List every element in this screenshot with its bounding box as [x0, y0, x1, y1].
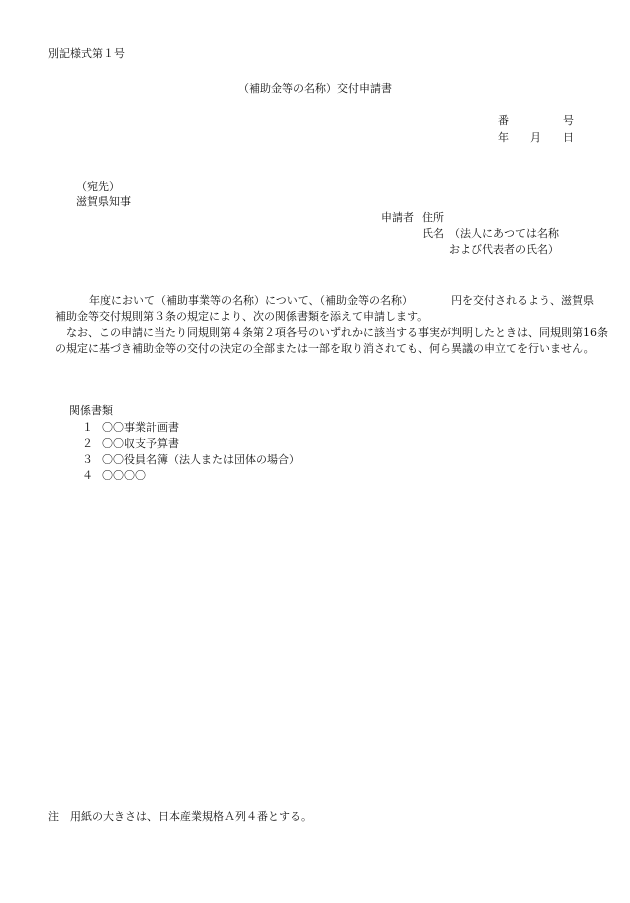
item-label: 〇〇収支予算書 — [102, 437, 179, 450]
item-number: ２ — [82, 437, 93, 450]
addressee-label: （宛先） — [76, 180, 120, 193]
declaration-paragraph — [55, 325, 608, 357]
document-number-go-label: 号 — [563, 114, 574, 127]
item-label: 〇〇事業計画書 — [102, 421, 179, 434]
applicant-name-note: （法人にあつては名称 — [449, 227, 559, 240]
applicant-address-label: 住所 — [422, 211, 444, 224]
related-document-item — [82, 453, 300, 466]
item-number: ４ — [82, 469, 93, 482]
application-paragraph-line: 補助金等交付規則第３条の規定により、次の関係書類を添えて申請します。 — [55, 310, 429, 323]
application-text-part: 円を交付されるよう、滋賀県 — [451, 294, 595, 307]
addressee-name: 滋賀県知事 — [76, 195, 131, 208]
document-title: （補助金等の名称）交付申請書 — [238, 82, 392, 95]
related-document-item — [82, 437, 179, 450]
date-month-label: 月 — [530, 131, 541, 144]
applicant-name-note-continued: および代表者の氏名） — [449, 243, 559, 256]
form-number: 別記様式第１号 — [48, 47, 125, 60]
related-documents-heading: 関係書類 — [69, 404, 113, 417]
item-label: 〇〇〇〇 — [102, 469, 146, 482]
item-number: １ — [82, 421, 93, 434]
declaration-paragraph-line: の規定に基づき補助金等の交付の決定の全部または一部を取り消されても、何ら異議の申立てを行いません。 — [55, 342, 595, 355]
declaration-paragraph-line: なお、この申請に当たり同規則第４条第２項各号のいずれかに該当する事実が判明したときは、同規則第16条 — [66, 326, 608, 339]
footnote: 注 用紙の大きさは、日本産業規格Ａ列４番とする。 — [48, 810, 312, 823]
item-number: ３ — [82, 453, 93, 466]
date-day-label: 日 — [563, 131, 574, 144]
applicant-label: 申請者 — [381, 211, 414, 224]
date-year-label: 年 — [498, 131, 509, 144]
related-document-item — [82, 421, 179, 434]
application-text-part: 年度において（補助事業等の名称）について、（補助金等の名称） — [89, 294, 414, 307]
application-paragraph — [55, 293, 600, 325]
application-paragraph-line — [55, 293, 600, 309]
applicant-name-label: 氏名 — [422, 227, 444, 240]
item-label: 〇〇役員名簿（法人または団体の場合） — [102, 453, 300, 466]
related-document-item — [82, 469, 146, 482]
document-number-ban-label: 番 — [498, 114, 509, 127]
